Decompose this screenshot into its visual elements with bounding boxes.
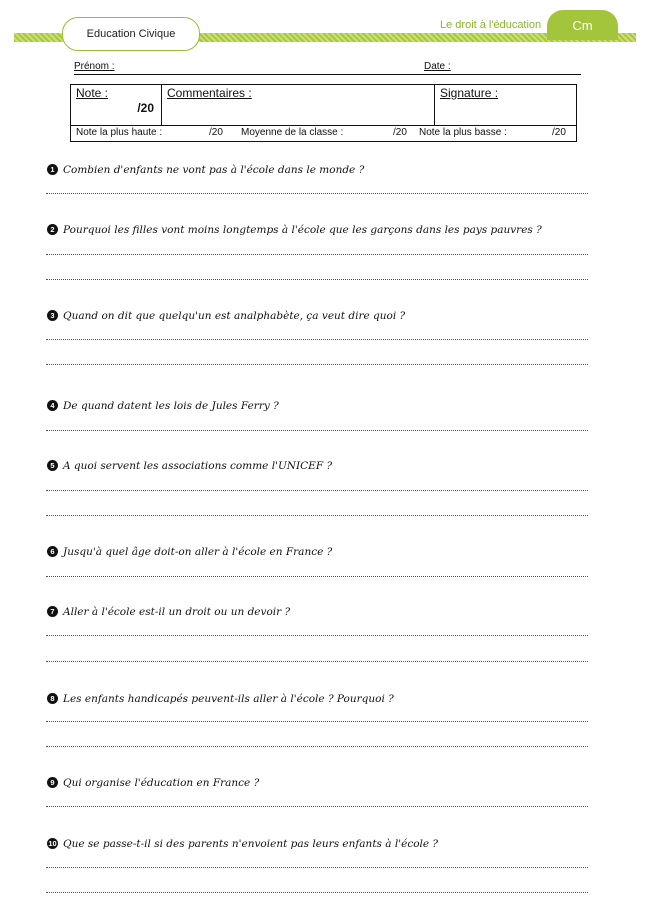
prenom-label: Prénom : bbox=[74, 61, 115, 72]
lowest-value: /20 bbox=[552, 127, 566, 138]
question-text-2: Pourquoi les filles vont moins longtemps à l'école que les garçons dans les pays pauvres ? bbox=[63, 224, 542, 236]
question-number-4: 4 bbox=[47, 400, 58, 411]
question-number-10: 10 bbox=[48, 839, 57, 848]
note-cell bbox=[71, 85, 162, 125]
topic-title: Le droit à l'éducation bbox=[440, 19, 542, 31]
answer-line[interactable] bbox=[46, 339, 588, 340]
level-badge: Cm bbox=[547, 10, 618, 40]
signature-label: Signature : bbox=[440, 86, 499, 100]
average-value: /20 bbox=[393, 127, 407, 138]
average-label: Moyenne de la classe : bbox=[241, 127, 344, 138]
question-text-6: Jusqu'à quel âge doit-on aller à l'école en France ? bbox=[63, 546, 333, 558]
name-date-line bbox=[74, 62, 581, 75]
question-7 bbox=[47, 606, 290, 618]
answer-line[interactable] bbox=[46, 515, 588, 516]
lowest-label: Note la plus basse : bbox=[419, 127, 507, 138]
question-9 bbox=[47, 777, 259, 789]
date-label: Date : bbox=[424, 61, 451, 72]
answer-line[interactable] bbox=[46, 193, 588, 194]
question-text-3: Quand on dit que quelqu'un est analphabète, ça veut dire quoi ? bbox=[63, 310, 406, 322]
question-8 bbox=[47, 693, 394, 705]
note-score: /20 bbox=[137, 101, 154, 115]
question-number-7: 7 bbox=[47, 606, 58, 617]
highest-value: /20 bbox=[209, 127, 223, 138]
question-text-8: Les enfants handicapés peuvent-ils aller à l'école ? Pourquoi ? bbox=[63, 693, 394, 705]
comments-cell bbox=[162, 85, 435, 125]
question-number-8: 8 bbox=[47, 693, 58, 704]
question-text-7: Aller à l'école est-il un droit ou un devoir ? bbox=[63, 606, 291, 618]
question-1 bbox=[47, 164, 364, 176]
question-number-5: 5 bbox=[47, 460, 58, 471]
question-number-1: 1 bbox=[47, 164, 58, 175]
grade-box bbox=[70, 84, 577, 126]
answer-line[interactable] bbox=[46, 364, 588, 365]
answer-line[interactable] bbox=[46, 661, 588, 662]
subject-tab: Education Civique bbox=[62, 17, 200, 51]
highest-label: Note la plus haute : bbox=[76, 127, 163, 138]
answer-line[interactable] bbox=[46, 254, 588, 255]
answer-line[interactable] bbox=[46, 430, 588, 431]
answer-line[interactable] bbox=[46, 806, 588, 807]
answer-line[interactable] bbox=[46, 721, 588, 722]
answer-line[interactable] bbox=[46, 746, 588, 747]
question-number-3: 3 bbox=[47, 310, 58, 321]
question-text-10: Que se passe-t-il si des parents n'envoient pas leurs enfants à l'école ? bbox=[63, 838, 439, 850]
question-5 bbox=[47, 460, 332, 472]
question-10 bbox=[47, 838, 438, 850]
stats-row bbox=[70, 126, 577, 142]
answer-line[interactable] bbox=[46, 635, 588, 636]
question-number-6: 6 bbox=[47, 546, 58, 557]
question-text-1: Combien d'enfants ne vont pas à l'école dans le monde ? bbox=[63, 164, 365, 176]
question-2 bbox=[47, 224, 542, 236]
question-6 bbox=[47, 546, 332, 558]
question-4 bbox=[47, 400, 279, 412]
question-number-9: 9 bbox=[47, 777, 58, 788]
signature-cell bbox=[435, 85, 576, 125]
question-text-4: De quand datent les lois de Jules Ferry ? bbox=[63, 400, 279, 412]
answer-line[interactable] bbox=[46, 576, 588, 577]
answer-line[interactable] bbox=[46, 867, 588, 868]
note-label: Note : bbox=[76, 86, 109, 100]
question-3 bbox=[47, 310, 405, 322]
answer-line[interactable] bbox=[46, 892, 588, 893]
answer-line[interactable] bbox=[46, 279, 588, 280]
answer-line[interactable] bbox=[46, 490, 588, 491]
comments-label: Commentaires : bbox=[167, 86, 252, 100]
question-text-5: A quoi servent les associations comme l'UNICEF ? bbox=[63, 460, 333, 472]
question-number-2: 2 bbox=[47, 224, 58, 235]
question-text-9: Qui organise l'éducation en France ? bbox=[63, 777, 260, 789]
